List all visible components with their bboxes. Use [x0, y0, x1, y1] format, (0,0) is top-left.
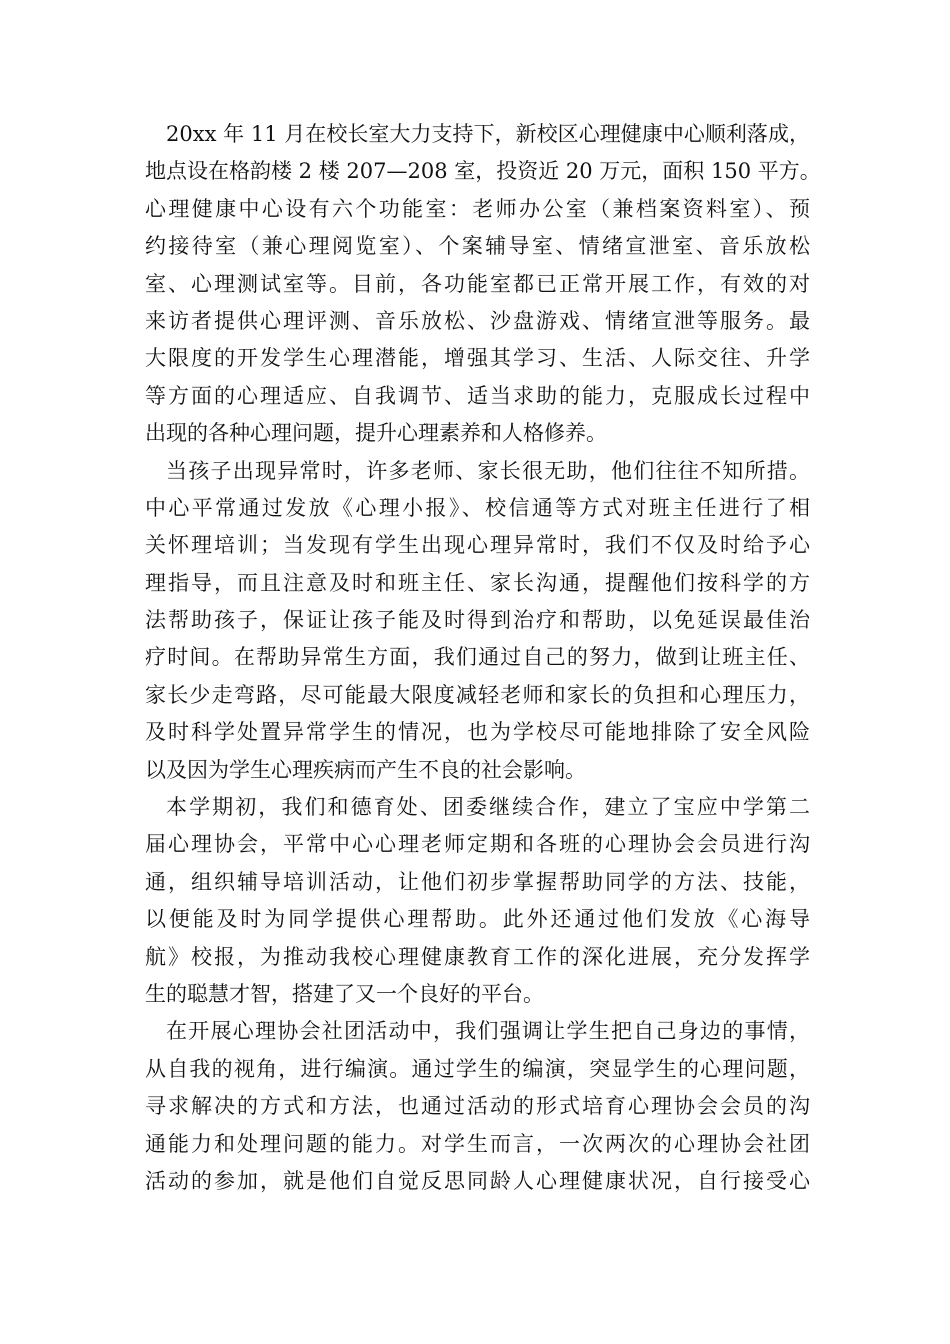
paragraph-line: 本学期初，我们和德育处、团委继续合作，建立了宝应中学第二: [166, 795, 810, 820]
paragraph-line: 在开展心理协会社团活动中，我们强调让学生把自己身边的事情，: [166, 1019, 810, 1044]
paragraph-line: 关怀理培训；当发现有学生出现心理异常时，我们不仅及时给予心: [145, 533, 810, 558]
paragraph-4: [145, 1013, 810, 1200]
paragraph-line: 心理健康中心设有六个功能室：老师办公室（兼档案资料室）、预: [145, 196, 810, 221]
paragraph-line: 以便能及时为同学提供心理帮助。此外还通过他们发放《心海导: [145, 907, 810, 932]
paragraph-line: 从自我的视角，进行编演。通过学生的编演，突显学生的心理问题，: [145, 1056, 810, 1081]
paragraph-line: 通能力和处理问题的能力。对学生而言，一次两次的心理协会社团: [145, 1131, 810, 1156]
paragraph-line: 出现的各种心理问题，提升心理素养和人格修养。: [145, 421, 607, 446]
paragraph-line: 届心理协会，平常中心心理老师定期和各班的心理协会会员进行沟: [145, 832, 810, 857]
paragraph-line: 以及因为学生心理疾病而产生不良的社会影响。: [145, 757, 586, 782]
document-body: [145, 116, 821, 1200]
paragraph-line: 通，组织辅导培训活动，让他们初步掌握帮助同学的方法、技能，: [145, 869, 810, 894]
paragraph-line: 及时科学处置异常学生的情况，也为学校尽可能地排除了安全风险: [145, 720, 810, 745]
paragraph-line: 大限度的开发学生心理潜能，增强其学习、生活、人际交往、升学: [145, 346, 810, 371]
paragraph-line: 中心平常通过发放《心理小报》、校信通等方式对班主任进行了相: [145, 495, 810, 520]
paragraph-line: 来访者提供心理评测、音乐放松、沙盘游戏、情绪宣泄等服务。最: [145, 308, 810, 333]
paragraph-line: 生的聪慧才智，搭建了又一个良好的平台。: [145, 981, 544, 1006]
paragraph-line: 家长少走弯路，尽可能最大限度减轻老师和家长的负担和心理压力，: [145, 682, 810, 707]
paragraph-line: 当孩子出现异常时，许多老师、家长很无助，他们往往不知所措。: [166, 458, 810, 483]
paragraph-line: 地点设在格韵楼 2 楼 207—208 室，投资近 20 万元，面积 150 平方。: [145, 159, 821, 184]
paragraph-line: 约接待室（兼心理阅览室）、个案辅导室、情绪宣泄室、音乐放松: [145, 234, 810, 259]
paragraph-1: [145, 116, 821, 453]
paragraph-line: 室、心理测试室等。目前，各功能室都已正常开展工作，有效的对: [145, 271, 810, 296]
paragraph-line: 航》校报，为推动我校心理健康教育工作的深化进展，充分发挥学: [145, 944, 810, 969]
paragraph-line: 等方面的心理适应、自我调节、适当求助的能力，克服成长过程中: [145, 383, 810, 408]
paragraph-line: 活动的参加，就是他们自觉反思同龄人心理健康状况，自行接受心: [145, 1168, 810, 1193]
paragraph-line: 法帮助孩子，保证让孩子能及时得到治疗和帮助，以免延误最佳治: [145, 608, 810, 633]
paragraph-line: 寻求解决的方式和方法，也通过活动的形式培育心理协会会员的沟: [145, 1094, 810, 1119]
paragraph-line: 20xx 年 11 月在校长室大力支持下，新校区心理健康中心顺利落成，: [166, 122, 810, 146]
paragraph-3: [145, 789, 810, 1013]
paragraph-2: [145, 453, 810, 790]
paragraph-line: 疗时间。在帮助异常生方面，我们通过自己的努力，做到让班主任、: [145, 645, 810, 670]
paragraph-line: 理指导，而且注意及时和班主任、家长沟通，提醒他们按科学的方: [145, 570, 810, 595]
